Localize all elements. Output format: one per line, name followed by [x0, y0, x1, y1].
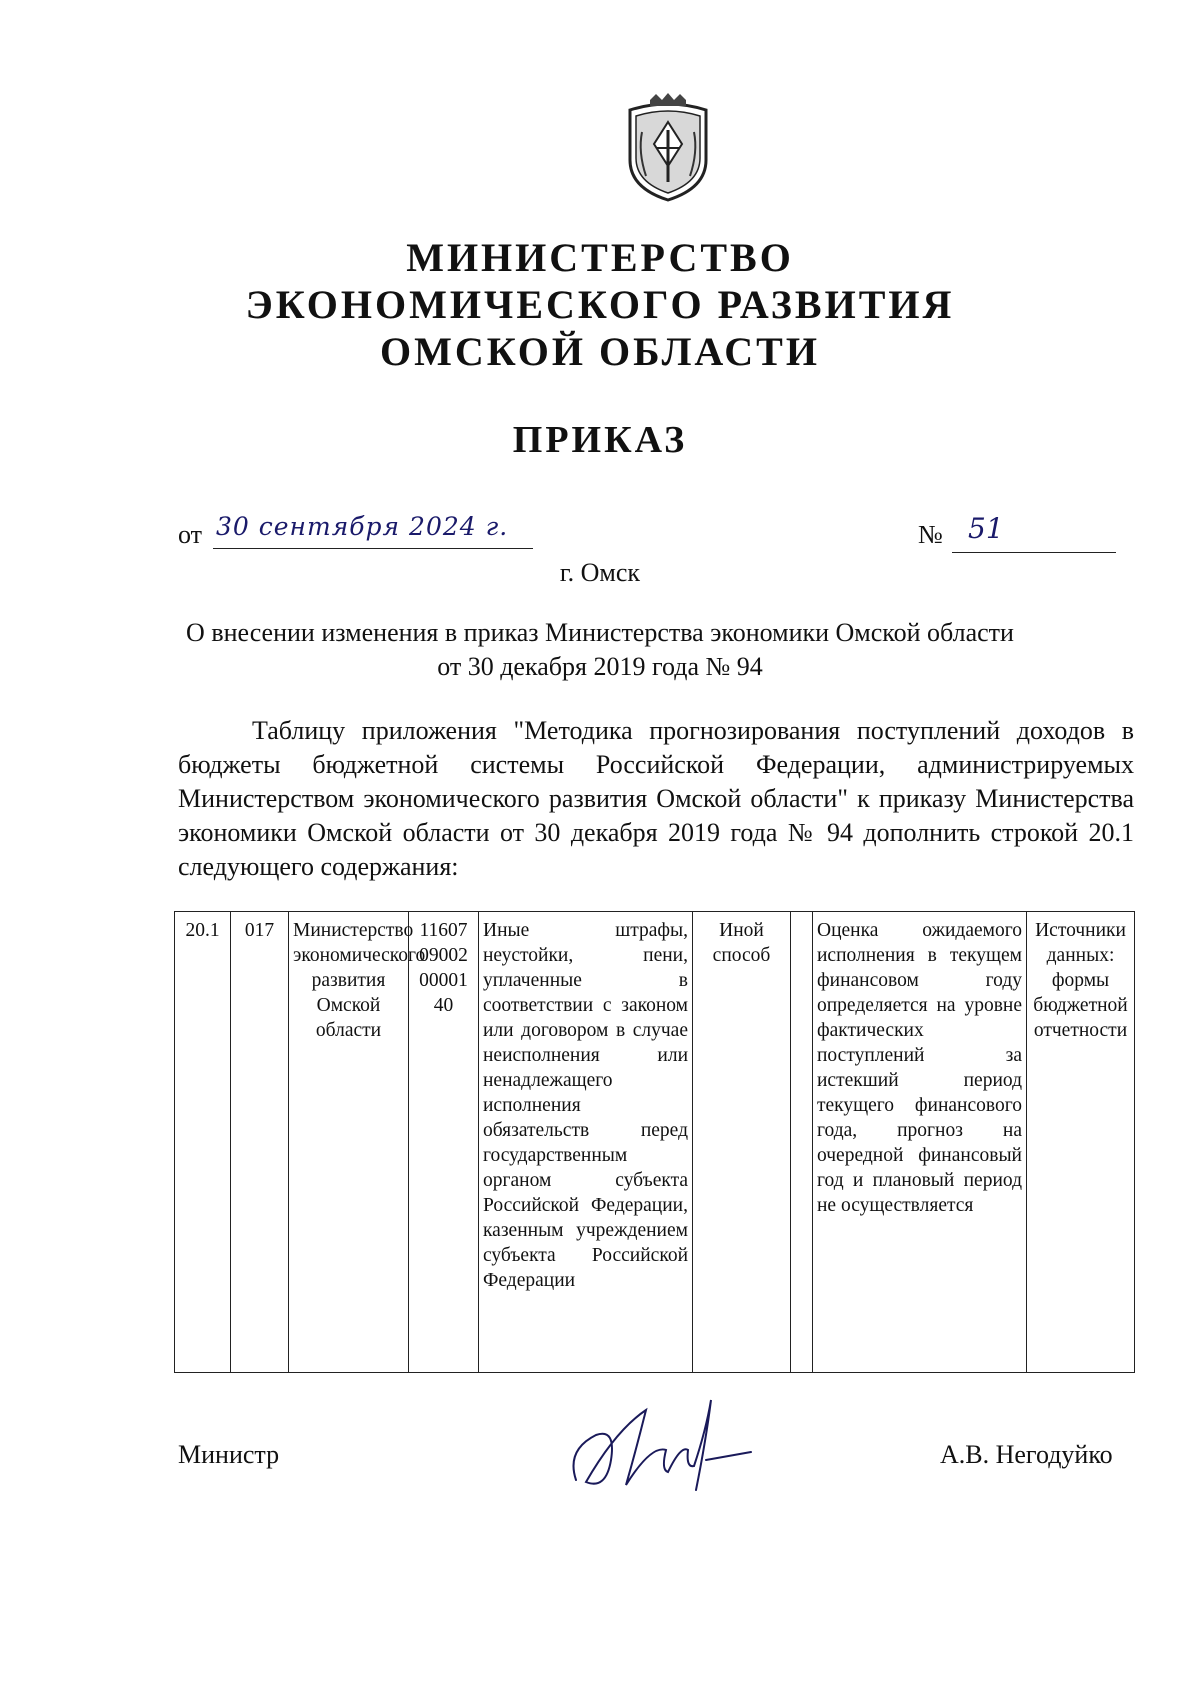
administrator-cell: Министерство экономического развития Омской области	[289, 912, 409, 1373]
row-number-cell: 20.1	[175, 912, 231, 1373]
admin-code-cell: 017	[231, 912, 289, 1373]
document-title-line1: О внесении изменения в приказ Министерства экономики Омской области	[186, 618, 1014, 647]
body-paragraph: Таблицу приложения "Методика прогнозирования поступлений доходов в бюджеты бюджетной системы Российской Федерации, администрируемых Министерством экономического развития Омской области" к приказу Министерства экономики Омской области от 30 декабря 2019 года № 94 дополнить строкой 20.1 следующего содержания:	[178, 716, 1134, 881]
org-name-line2: ЭКОНОМИЧЕСКОГО РАЗВИТИЯ	[245, 282, 955, 327]
income-name-cell: Иные штрафы, неустойки, пени, уплаченные в соответствии с законом или договором в случае неисполнения или ненадлежащего исполнения обязательств перед государственным органом субъекта Российской Федерации, казенным учреждением субъекта Российской Федерации	[479, 912, 693, 1373]
handwritten-date: 30 сентября 2024 г.	[216, 512, 509, 541]
signatory-role: Министр	[178, 1440, 280, 1469]
kbk-code-cell: 11607 09002 00001 40	[409, 912, 479, 1373]
algorithm-cell: Оценка ожидаемого исполнения в текущем финансовом году определяется на уровне фактических поступлений за истекший период текущего финансового года, прогноз на очередной финансовый год и плановый период не осуществляется	[813, 912, 1027, 1373]
amendment-table	[174, 911, 1135, 1373]
date-prefix: от	[178, 520, 203, 549]
table-row	[175, 912, 1135, 1373]
org-name-line3: ОМСКОЙ ОБЛАСТИ	[380, 329, 820, 374]
number-prefix: №	[918, 520, 943, 549]
document-type: ПРИКАЗ	[512, 419, 688, 461]
formula-cell	[791, 912, 813, 1373]
handwritten-signature	[556, 1390, 756, 1500]
city: г. Омск	[559, 558, 641, 587]
method-cell: Иной способ	[693, 912, 791, 1373]
data-source-cell: Источники данных: формы бюджетной отчетности	[1027, 912, 1135, 1373]
date-underline	[213, 548, 533, 549]
coat-of-arms-icon	[620, 92, 716, 204]
org-name-line1: МИНИСТЕРСТВО	[406, 235, 794, 280]
number-underline	[952, 552, 1116, 553]
signatory-name: А.В. Негодуйко	[940, 1440, 1113, 1469]
handwritten-number: 51	[968, 512, 1004, 545]
document-title-line2: от 30 декабря 2019 года № 94	[437, 652, 763, 681]
